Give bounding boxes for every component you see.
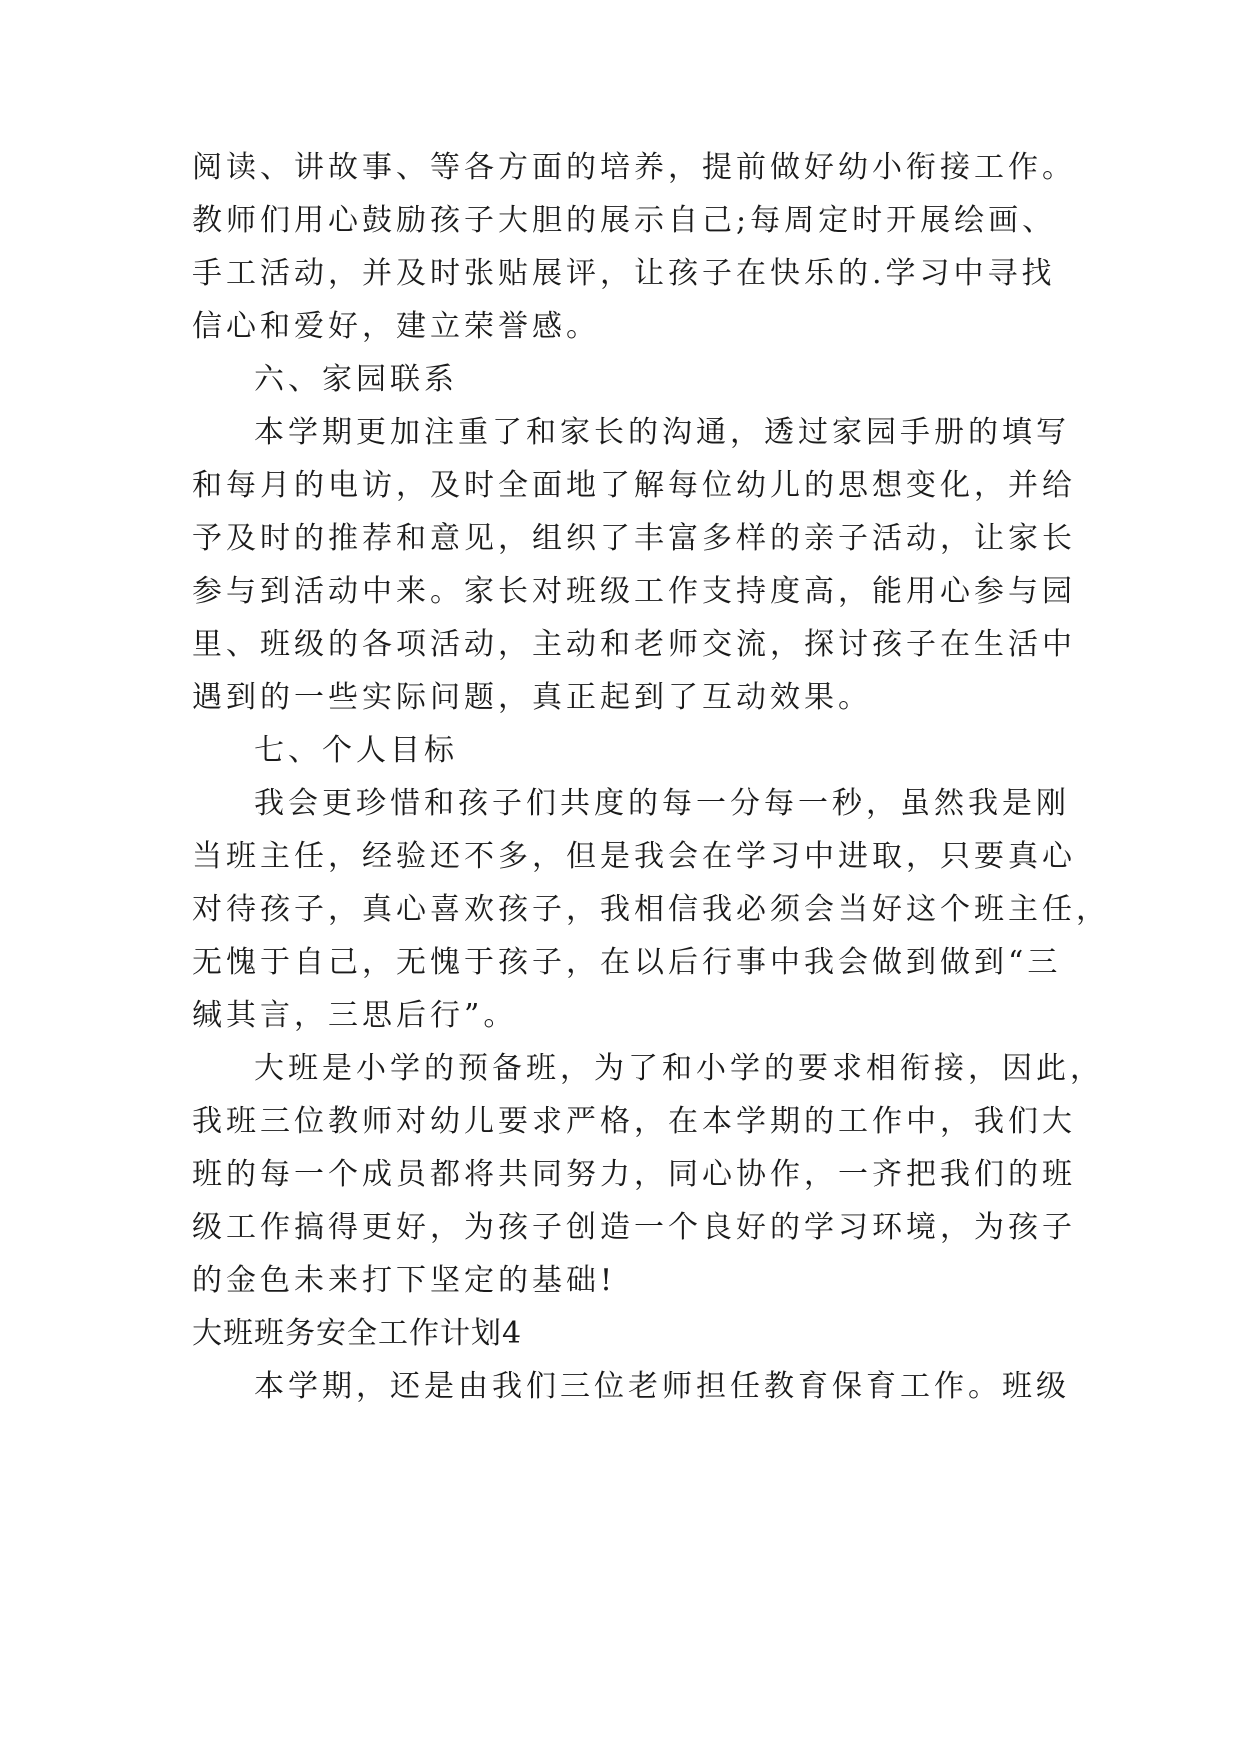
paragraph-2-line-6: 遇到的一些实际问题，真正起到了互动效果。 [192, 680, 872, 715]
paragraph-1-line-2: 教师们用心鼓励孩子大胆的展示自己;每周定时开展绘画、 [192, 203, 1057, 238]
paragraph-2-line-2: 和每月的电访，及时全面地了解每位幼儿的思想变化，并给 [192, 468, 1076, 503]
paragraph-4-line-2: 我班三位教师对幼儿要求严格，在本学期的工作中，我们大 [192, 1104, 1076, 1139]
paragraph-1-line-4: 信心和爱好，建立荣誉感。 [192, 309, 600, 344]
paragraph-4-line-4: 级工作搞得更好，为孩子创造一个良好的学习环境，为孩子 [192, 1210, 1076, 1245]
paragraph-4-line-3: 班的每一个成员都将共同努力，同心协作，一齐把我们的班 [192, 1157, 1076, 1192]
paragraph-2-line-4: 参与到活动中来。家长对班级工作支持度高，能用心参与园 [192, 574, 1076, 609]
paragraph-1-line-3: 手工活动，并及时张贴展评，让孩子在快乐的.学习中寻找 [192, 256, 1056, 291]
paragraph-2-line-1: 本学期更加注重了和家长的沟通，透过家园手册的填写 [254, 415, 1070, 450]
paragraph-3-line-2: 当班主任，经验还不多，但是我会在学习中进取，只要真心 [192, 839, 1076, 874]
paragraph-3-line-5: 缄其言，三思后行”。 [192, 998, 518, 1033]
heading-personal-goals: 七、个人目标 [254, 733, 458, 768]
paragraph-4-line-1: 大班是小学的预备班，为了和小学的要求相衔接，因此， [254, 1051, 1104, 1086]
paragraph-5-line-1: 本学期，还是由我们三位老师担任教育保育工作。班级 [254, 1369, 1070, 1404]
paragraph-2-line-3: 予及时的推荐和意见，组织了丰富多样的亲子活动，让家长 [192, 521, 1076, 556]
section-title: 大班班务安全工作计划4 [192, 1316, 523, 1351]
paragraph-4-line-5: 的金色未来打下坚定的基础! [192, 1263, 617, 1298]
paragraph-2-line-5: 里、班级的各项活动，主动和老师交流，探讨孩子在生活中 [192, 627, 1076, 662]
paragraph-1-line-1: 阅读、讲故事、等各方面的培养，提前做好幼小衔接工作。 [192, 150, 1076, 185]
paragraph-3-line-1: 我会更珍惜和孩子们共度的每一分每一秒，虽然我是刚 [254, 786, 1070, 821]
paragraph-3-line-3: 对待孩子，真心喜欢孩子，我相信我必须会当好这个班主任， [192, 892, 1110, 927]
heading-home-school-contact: 六、家园联系 [254, 362, 458, 397]
paragraph-3-line-4: 无愧于自己，无愧于孩子，在以后行事中我会做到做到“三 [192, 945, 1062, 980]
